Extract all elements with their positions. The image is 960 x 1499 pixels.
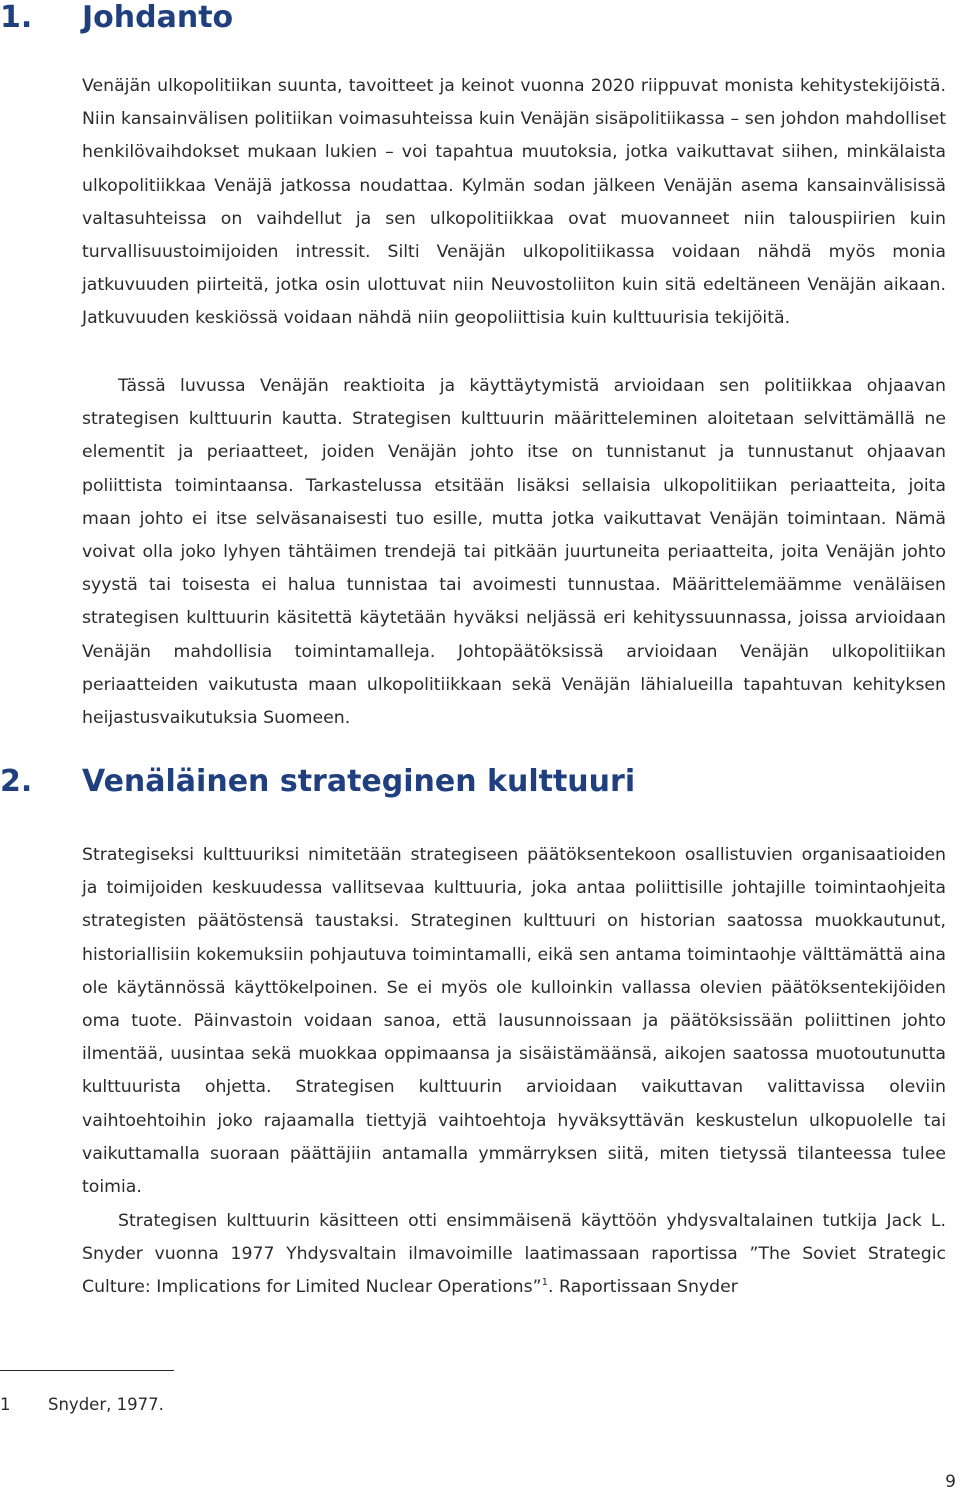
section-2-paragraph-2 [82,1205,946,1305]
section-1-heading [0,0,233,38]
section-2-paragraph-2-tail: . Raportissaan Snyder [547,1277,738,1298]
footnote-text: Snyder, 1977. [48,1395,164,1414]
footnote-reference[interactable]: 1 [541,1277,548,1289]
footnote-divider [0,1370,174,1371]
section-2-paragraph-1: Strategiseksi kulttuuriksi nimitetään strategiseen päätöksentekoon osallistuvien organisaatioiden ja toimijoiden keskuudessa vallitsevaa kulttuuria, joka antaa poliittisille johtajille toimintaohjeita strategisten päätöstensä taustaksi. Strateginen kulttuuri on historian saatossa muokkautunut, historiallisiin kokemuksiin pohjautuva toimintamalli, eikä sen antama toimintaohje välttämättä aina ole käytännössä käyttökelpoinen. Se ei myös ole kulloinkin vallassa olevien päätöksentekijöiden oma tuote. Päinvastoin voidaan sanoa, että lausunnoissaan ja päätöksissään poliittinen johto ilmentää, uusintaa sekä muokkaa oppimaansa ja sisäistämäänsä, aikojen saatossa muotoutunutta kulttuurista ohjetta. Strategisen kulttuurin arvioidaan vaikuttavan valittavissa oleviin vaihtoehtoihin joko rajaamalla tiettyjä vaihtoehtoja hyväksyttävän keskustelun ulkopuolelle tai vaikuttamalla suoraan päättäjiin antamalla ymmärryksen siitä, miten tietyssä tilanteessa tulee toimia. [82,845,946,1198]
section-1-number: 1. [0,0,33,35]
section-2-number: 2. [0,764,33,799]
page-number: 9 [945,1472,956,1492]
section-2-heading [0,762,635,802]
footnote [0,1392,164,1418]
section-2-paragraph-2-text: Strategisen kulttuurin käsitteen otti ensimmäisenä käyttöön yhdysvaltalainen tutkija Jack L. Snyder vuonna 1977 Yhdysvaltain ilmavoimille laatimassaan raportissa ”The Soviet Strategic Culture: Implications for Limited Nuclear Operations” [82,1211,946,1298]
footnote-number: 1 [0,1395,11,1414]
section-1-paragraph-2: Tässä luvussa Venäjän reaktioita ja käyttäytymistä arvioidaan sen politiikkaa ohjaavan strategisen kulttuurin kautta. Strategisen kulttuurin määritteleminen aloitetaan selvittämällä ne elementit ja periaatteet, joiden Venäjän johto itse on tunnistanut ja tunnustanut ohjaavan poliittista toimintaansa. Tarkastelussa etsitään lisäksi sellaisia ulkopolitiikan periaatteita, joita maan johto ei itse selväsanaisesti tuo esille, mutta jotka vaikuttavat Venäjän toimintaan. Nämä voivat olla joko lyhyen tähtäimen trendejä tai pitkään juurtuneita periaatteita, joita Venäjän johto syystä tai toisesta ei halua tunnistaa tai avoimesti tunnustaa. Määrittelemäämme venäläisen strategisen kulttuurin käsitettä käytetään hyväksi neljässä eri kehityssuunnassa, joissa arvioidaan Venäjän mahdollisia toimintamalleja. Johtopäätöksissä arvioidaan Venäjän ulkopolitiikan periaatteiden vaikutusta maan ulkopolitiikkaan sekä Venäjän lähialueilla tapahtuvan kehityksen heijastusvaikutuksia Suomeen. [82,376,946,729]
section-2-title: Venäläinen strateginen kulttuuri [82,764,636,799]
section-1-paragraph-1: Venäjän ulkopolitiikan suunta, tavoitteet ja keinot vuonna 2020 riippuvat monista kehitystekijöistä. Niin kansainvälisen politiikan voimasuhteissa kuin Venäjän sisäpolitiikassa – sen johdon mahdolliset henkilövaihdokset mukaan lukien – voi tapahtua muutoksia, jotka vaikuttavat siihen, minkälaista ulkopolitiikkaa Venäjä jatkossa noudattaa. Kylmän sodan jälkeen Venäjän asema kansainvälisissä valtasuhteissa on vaihdellut ja sen ulkopolitiikkaa ovat muovanneet niin talouspiirien kuin turvallisuustoimijoiden intressit. Silti Venäjän ulkopolitiikassa voidaan nähdä myös monia jatkuvuuden piirteitä, jotka osin ulottuvat niin Neuvostoliiton kuin sitä edeltäneen Venäjän aikaan. Jatkuvuuden keskiössä voidaan nähdä niin geopoliittisia kuin kulttuurisia tekijöitä. [82,76,946,329]
section-1-title: Johdanto [82,0,234,35]
